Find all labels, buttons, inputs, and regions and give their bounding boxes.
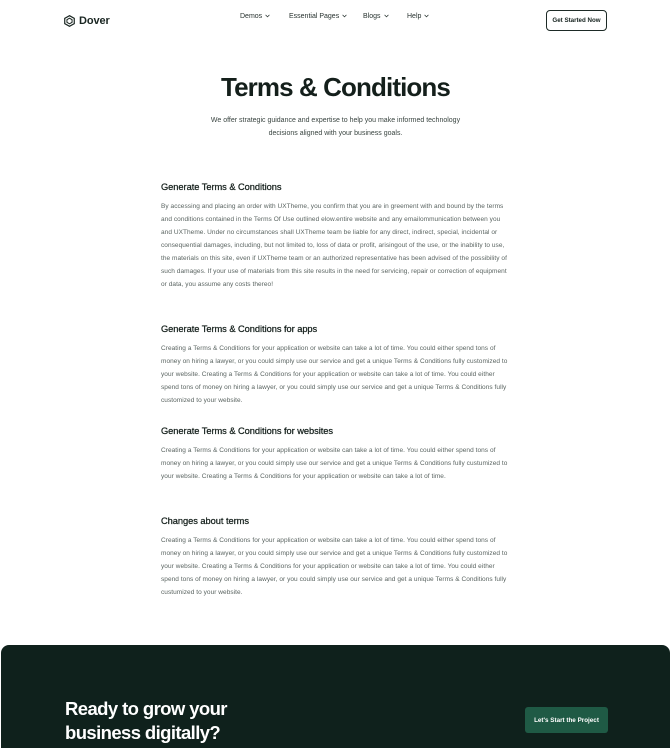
section-generate-terms [161,182,512,292]
menu-item-label: Help [407,12,422,20]
menu-item-label: Blogs [363,12,381,20]
brand-name: Dover [79,15,110,27]
section-changes-about-terms [161,516,512,600]
chevron-down-icon [384,14,389,18]
chevron-down-icon [265,14,270,18]
section-body: Creating a Terms & Conditions for your application or website can take a lot of time. You could either spend tons of money on hiring a lawyer, or you could simply use our service and get a unique Terms & Conditions fully customized to your website. Creating a Terms & Conditions for your application or website can take a lot of time. You could either spend tons of money on hiring a lawyer, or you could simply use our service and get a unique Terms & Conditions fully custumized to your website. [161,537,508,596]
section-body: Creating a Terms & Conditions for your application or website can take a lot of time. You could either spend tons of money on hiring a lawyer, or you could simply use our service and get a unique Terms & Conditions fully customized to your website. Creating a Terms & Conditions for your application or website can take a lot of time. You could either spend tons of money on hiring a lawyer, or you could simply use our service and get a unique Terms & Conditions fully customized to your website. [161,345,508,404]
cta-heading: Ready to grow your business digitally? [65,698,227,743]
section-heading: Changes about terms [161,516,249,526]
hexagon-logo-icon [64,15,75,27]
section-heading: Generate Terms & Conditions [161,182,282,192]
section-terms-for-apps [161,324,512,408]
page-title: Terms & Conditions [221,72,450,102]
menu-item-essential-pages[interactable] [289,13,347,20]
menu-item-help[interactable] [407,13,429,20]
brand-logo[interactable] [64,14,110,28]
section-heading: Generate Terms & Conditions for websites [161,426,333,436]
footer-cta-band [1,645,670,748]
top-navbar [0,0,671,42]
get-started-button[interactable]: Get Started Now [546,10,607,31]
menu-item-blogs[interactable] [363,13,389,20]
chevron-down-icon [342,14,347,18]
section-body: By accessing and placing an order with UXTheme, you confirm that you are in greement with and bound by the terms and conditions contained in the Terms Of Use outlined elow.entire website and any emailommunication between you and UXTheme. Under no circumstances shall UXTheme team be liable for any direct, indirect, special, incidental or consequential damages, including, but not limited to, loss of data or profit, arisingout of the use, or the inability to use, the materials on this site, even if UXTheme team or an authorized representative has been advised of the possibility of such damages. If your use of materials from this site results in the need for servicing, repair or correction of equipment or data, you assume any costs thereo! [161,203,507,288]
section-terms-for-websites [161,426,512,484]
start-project-button[interactable]: Let's Start the Project [525,707,608,733]
section-body: Creating a Terms & Conditions for your application or website can take a lot of time. You could either spend tons of money on hiring a lawyer, or you could simply use our service and get a unique Terms & Conditions fully custumized to your website. Creating a Terms & Conditions for your application or website can take a lot of time. [161,447,508,480]
menu-item-label: Essential Pages [289,12,340,20]
chevron-down-icon [424,14,429,18]
page-subtitle: We offer strategic guidance and expertise to help you make informed technology decisions aligned with your business goals. [210,117,461,137]
section-heading: Generate Terms & Conditions for apps [161,324,318,334]
menu-item-demos[interactable] [240,13,270,20]
menu-item-label: Demos [240,12,263,20]
